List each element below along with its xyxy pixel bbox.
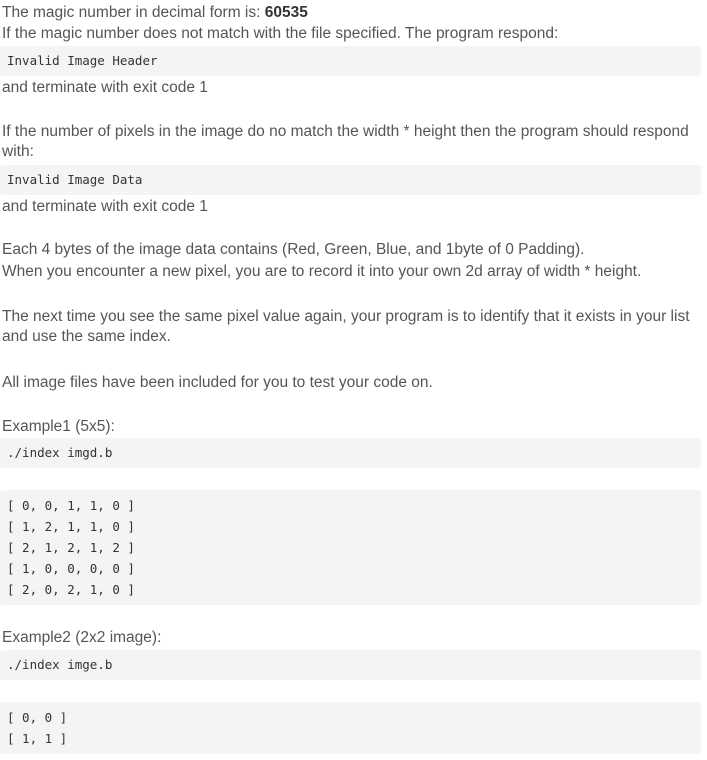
header-terminate-text: and terminate with exit code 1 — [2, 79, 208, 96]
magic-number-value: 60535 — [264, 4, 308, 21]
data-error-code: Invalid Image Data — [7, 172, 143, 187]
pixel-count-text: If the number of pixels in the image do no match the width * height then the program should respond with: — [2, 123, 689, 160]
magic-mismatch-text: If the magic number does not match with the file specified. The program respond: — [2, 25, 559, 42]
magic-number-prefix: The magic number in decimal form is: — [2, 4, 265, 21]
example1-command: ./index imgd.b — [7, 445, 113, 460]
data-terminate-text: and terminate with exit code 1 — [2, 198, 208, 215]
magic-number-line — [2, 3, 308, 23]
record-pixel-description: When you encounter a new pixel, you are to record it into your own 2d array of width * height. — [2, 263, 642, 280]
example1-row: [ 2, 1, 2, 1, 2 ] — [7, 540, 135, 555]
example2-row: [ 0, 0 ] — [7, 710, 68, 725]
bytes-description: Each 4 bytes of the image data contains (Red, Green, Blue, and 1byte of 0 Padding). — [2, 241, 585, 258]
header-error-code: Invalid Image Header — [7, 53, 158, 68]
example2-row: [ 1, 1 ] — [7, 731, 68, 746]
example1-row: [ 1, 0, 0, 0, 0 ] — [7, 561, 135, 576]
header-error-code-block — [0, 46, 701, 76]
test-files-note: All image files have been included for you to test your code on. — [2, 374, 433, 391]
example2-title: Example2 (2x2 image): — [2, 629, 162, 646]
same-index-description: The next time you see the same pixel value again, your program is to identify that it exists in your list and use the same index. — [2, 308, 690, 345]
example2-command-block — [0, 650, 701, 680]
example2-output-block — [0, 702, 701, 754]
example1-title: Example1 (5x5): — [2, 418, 115, 435]
example1-row: [ 2, 0, 2, 1, 0 ] — [7, 582, 135, 597]
example1-row: [ 0, 0, 1, 1, 0 ] — [7, 498, 135, 513]
example1-output-block — [0, 490, 701, 605]
example1-command-block — [0, 438, 701, 468]
example1-row: [ 1, 2, 1, 1, 0 ] — [7, 519, 135, 534]
example2-command: ./index imge.b — [7, 657, 113, 672]
data-error-code-block — [0, 165, 701, 195]
